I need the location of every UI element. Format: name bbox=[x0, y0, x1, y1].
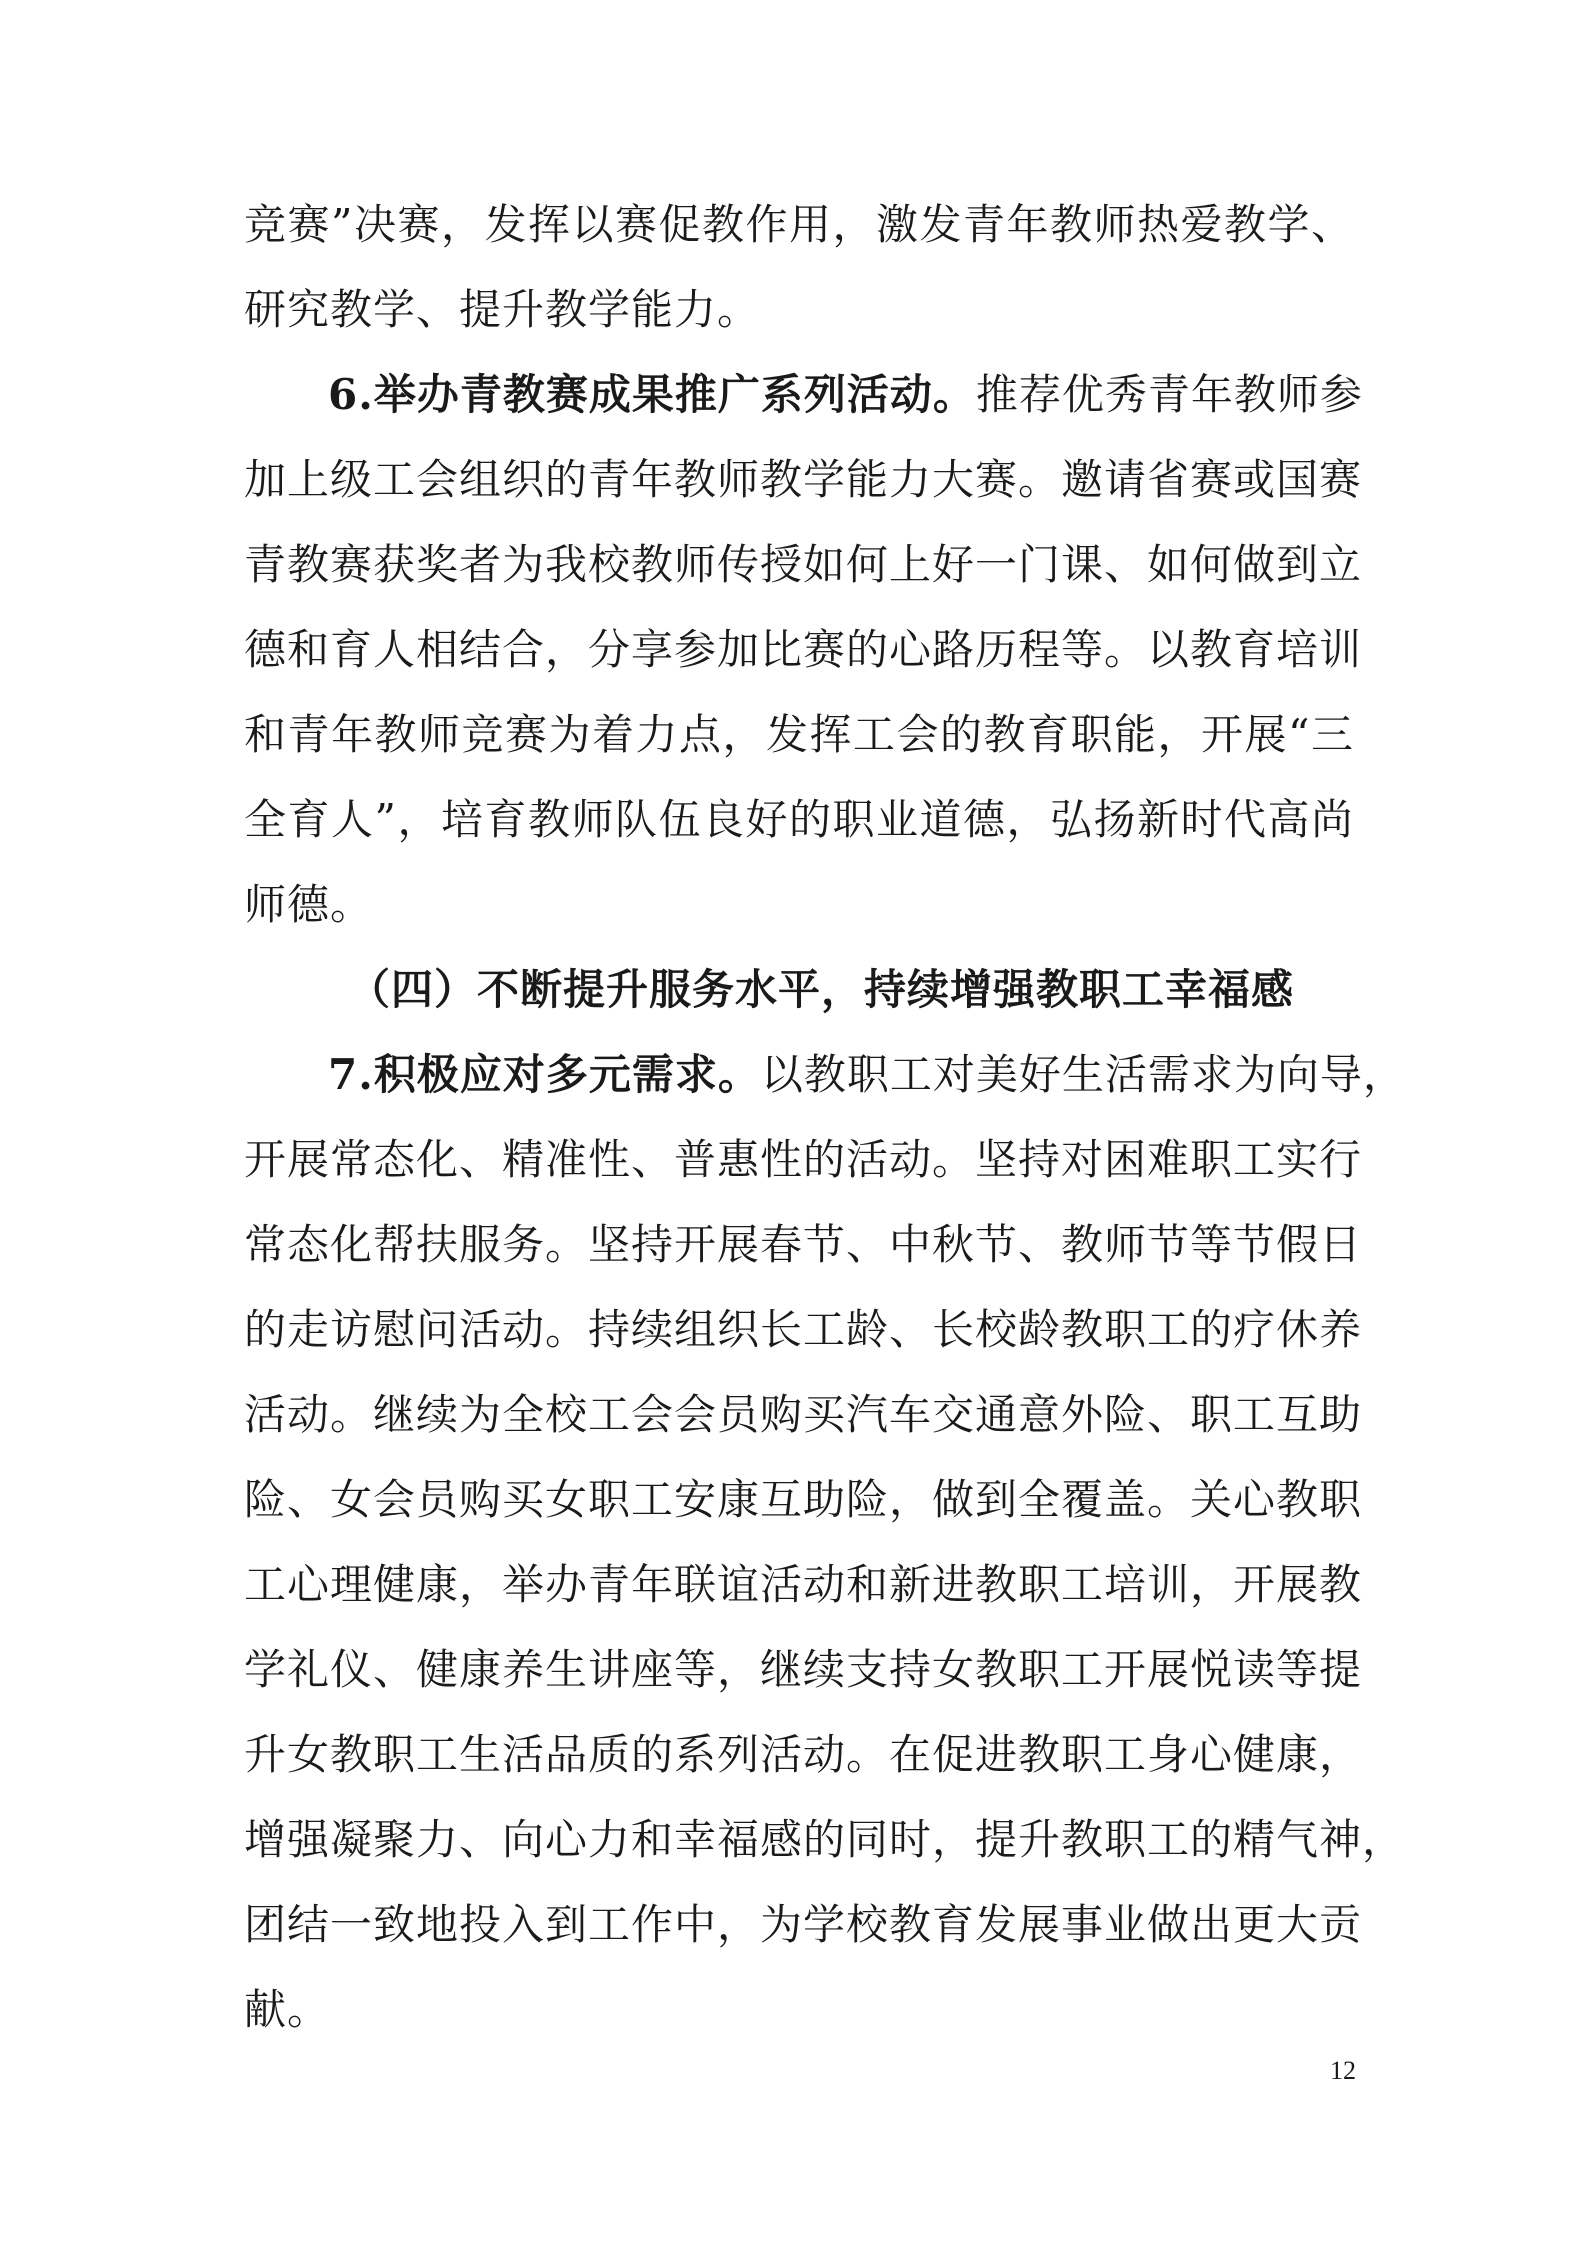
body-text-line: 团结一致地投入到工作中，为学校教育发展事业做出更大贡 bbox=[244, 1900, 1363, 1949]
body-text-line: 师德。 bbox=[244, 880, 374, 929]
body-text-line: 青教赛获奖者为我校教师传授如何上好一门课、如何做到立 bbox=[244, 540, 1363, 589]
body-text-line: 献。 bbox=[244, 1985, 331, 2034]
item-7-line bbox=[328, 1045, 1406, 1105]
body-text-line: 研究教学、提升教学能力。 bbox=[244, 285, 761, 334]
body-text-line: 竞赛”决赛，发挥以赛促教作用，激发青年教师热爱教学、 bbox=[244, 200, 1354, 249]
body-text-line: 学礼仪、健康养生讲座等，继续支持女教职工开展悦读等提 bbox=[244, 1645, 1363, 1694]
body-text-line: 升女教职工生活品质的系列活动。在促进教职工身心健康， bbox=[244, 1730, 1363, 1779]
page-number: 12 bbox=[1330, 2056, 1356, 2085]
body-text-line: 的走访慰问活动。持续组织长工龄、长校龄教职工的疗休养 bbox=[244, 1305, 1363, 1354]
item-6-line bbox=[328, 365, 1363, 425]
body-text-line: 工心理健康，举办青年联谊活动和新进教职工培训，开展教 bbox=[244, 1560, 1363, 1609]
body-text-line: 全育人”，培育教师队伍良好的职业道德，弘扬新时代高尚 bbox=[244, 795, 1354, 844]
body-text-line: 常态化帮扶服务。坚持开展春节、中秋节、教师节等节假日 bbox=[244, 1220, 1363, 1269]
body-text-line: 增强凝聚力、向心力和幸福感的同时，提升教职工的精气神， bbox=[244, 1815, 1406, 1864]
body-text-line: 活动。继续为全校工会会员购买汽车交通意外险、职工互助 bbox=[244, 1390, 1363, 1439]
item-6-text: 推荐优秀青年教师参 bbox=[975, 370, 1363, 419]
item-7-text: 以教职工对美好生活需求为向导， bbox=[760, 1050, 1406, 1099]
body-text-line: 险、女会员购买女职工安康互助险，做到全覆盖。关心教职 bbox=[244, 1475, 1363, 1524]
item-6-title: 6.举办青教赛成果推广系列活动。 bbox=[328, 370, 976, 419]
section-heading: （四）不断提升服务水平，持续增强教职工幸福感 bbox=[348, 965, 1295, 1014]
body-text-line: 开展常态化、精准性、普惠性的活动。坚持对困难职工实行 bbox=[244, 1135, 1363, 1184]
body-text-line: 和青年教师竞赛为着力点，发挥工会的教育职能，开展“三 bbox=[244, 710, 1354, 759]
body-text-line: 加上级工会组织的青年教师教学能力大赛。邀请省赛或国赛 bbox=[244, 455, 1363, 504]
body-text-line: 德和育人相结合，分享参加比赛的心路历程等。以教育培训 bbox=[244, 625, 1363, 674]
item-7-title: 7.积极应对多元需求。 bbox=[328, 1050, 761, 1099]
